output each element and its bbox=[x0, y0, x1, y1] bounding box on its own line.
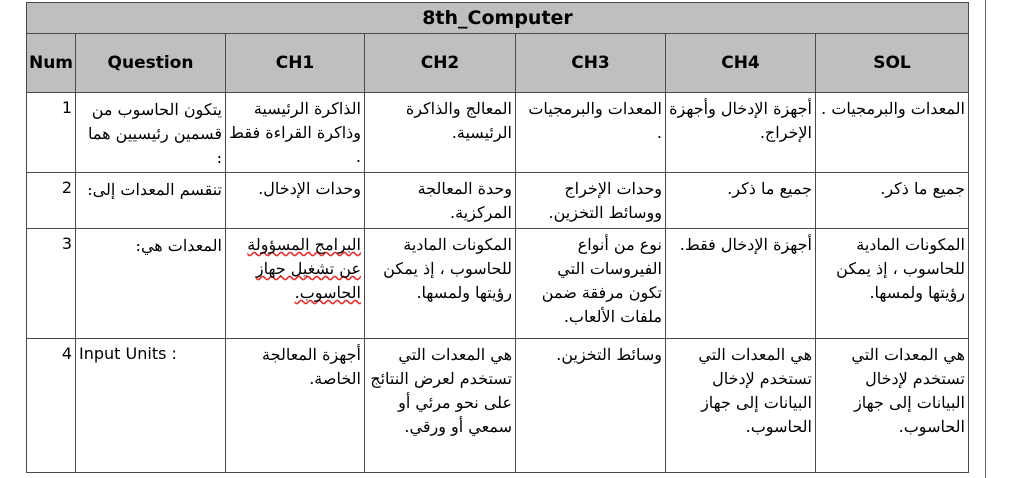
table-row bbox=[27, 93, 969, 173]
header-question: Question bbox=[76, 34, 226, 93]
choice-ch1: البرامج المسؤولة عن تشغيل جهاز الحاسوب. bbox=[226, 229, 365, 339]
question-cell: المعدات هي: bbox=[76, 229, 226, 339]
choice-ch2: المعالج والذاكرة الرئيسية. bbox=[365, 93, 516, 173]
question-cell: يتكون الحاسوب من قسمين رئيسيين هما : bbox=[76, 93, 226, 173]
choice-ch1: وحدات الإدخال. bbox=[226, 173, 365, 229]
choice-ch4: أجهزة الإدخال فقط. bbox=[666, 229, 816, 339]
row-num: 2 bbox=[27, 173, 76, 229]
solution-cell: هي المعدات التي تستخدم لإدخال البيانات إلى جهاز الحاسوب. bbox=[816, 339, 969, 473]
table-row bbox=[27, 173, 969, 229]
choice-ch4: جميع ما ذكر. bbox=[666, 173, 816, 229]
solution-cell: المعدات والبرمجيات . bbox=[816, 93, 969, 173]
row-num: 1 bbox=[27, 93, 76, 173]
choice-ch3: نوع من أنواع الفيروسات التي تكون مرفقة ضمن ملفات الألعاب. bbox=[516, 229, 666, 339]
choice-ch2: هي المعدات التي تستخدم لعرض النتائج على نحو مرئي أو سمعي أو ورقي. bbox=[365, 339, 516, 473]
table-title: 8th_Computer bbox=[27, 3, 969, 34]
question-cell: تنقسم المعدات إلى: bbox=[76, 173, 226, 229]
solution-cell: المكونات المادية للحاسوب ، إذ يمكن رؤيتها ولمسها. bbox=[816, 229, 969, 339]
choice-ch3: وحدات الإخراج ووسائط التخزين. bbox=[516, 173, 666, 229]
header-ch3: CH3 bbox=[516, 34, 666, 93]
page-edge-line bbox=[985, 0, 986, 478]
choice-ch2: المكونات المادية للحاسوب ، إذ يمكن رؤيتها ولمسها. bbox=[365, 229, 516, 339]
row-num: 4 bbox=[27, 339, 76, 473]
choice-ch3: وسائط التخزين. bbox=[516, 339, 666, 473]
choice-ch1: الذاكرة الرئيسية وذاكرة القراءة فقط . bbox=[226, 93, 365, 173]
choice-ch2: وحدة المعالجة المركزية. bbox=[365, 173, 516, 229]
table-row bbox=[27, 339, 969, 473]
header-row bbox=[27, 34, 969, 93]
header-ch4: CH4 bbox=[666, 34, 816, 93]
choice-ch1: أجهزة المعالجة الخاصة. bbox=[226, 339, 365, 473]
solution-cell: جميع ما ذكر. bbox=[816, 173, 969, 229]
title-row bbox=[27, 3, 969, 34]
row-num: 3 bbox=[27, 229, 76, 339]
choice-ch4: أجهزة الإدخال وأجهزة الإخراج. bbox=[666, 93, 816, 173]
table-row bbox=[27, 229, 969, 339]
header-num: Num bbox=[27, 34, 76, 93]
question-cell: Input Units : bbox=[76, 339, 226, 473]
header-ch2: CH2 bbox=[365, 34, 516, 93]
choice-ch3: المعدات والبرمجيات . bbox=[516, 93, 666, 173]
choice-ch4: هي المعدات التي تستخدم لإدخال البيانات إلى جهاز الحاسوب. bbox=[666, 339, 816, 473]
header-sol: SOL bbox=[816, 34, 969, 93]
quiz-table bbox=[26, 2, 969, 473]
header-ch1: CH1 bbox=[226, 34, 365, 93]
